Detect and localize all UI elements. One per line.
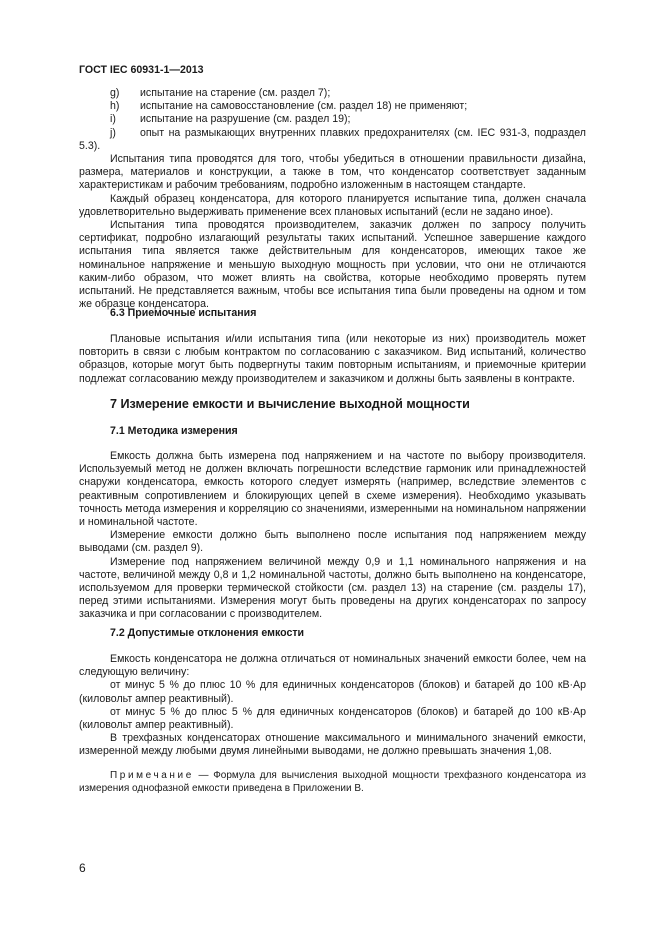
list-item: [79, 100, 586, 113]
paragraph: Емкость конденсатора не должна отличаться от номинальных значений емкости более, чем на следующую величину:: [79, 653, 586, 679]
paragraph: Измерение емкости должно быть выполнено после испытания под напряжением между выводами (см. раздел 9).: [79, 529, 586, 555]
list-item: [79, 113, 586, 126]
paragraph: Измерение под напряжением величиной между 0,9 и 1,1 номинального напряжения и на частоте, величиной между 0,8 и 1,2 номинальной частоты, должно быть выполнено на конденсаторе, используемом для проверки термической стойкости (см. раздел 13) на старение (см. разделы 17), перед этими испытаниями. Измерения могут быть проведены на других конденсаторах по запросу заказчика и при согласовании с производителем.: [79, 555, 586, 621]
measurement-method-text: [79, 450, 586, 622]
list-item-text: опыт на размыкающих внутренних плавких предохранителях (см. IEC 931-3, подраздел 5.3).: [79, 126, 586, 152]
acceptance-tests-text: [79, 333, 586, 386]
note-text: — Формула для вычисления выходной мощности трехфазного конденсатора из измерения однофазной емкости приведена в Приложении В.: [79, 770, 586, 794]
section-heading-6-3: 6.3 Приемочные испытания: [110, 307, 257, 319]
list-item-label: i): [110, 113, 116, 126]
paragraph: Емкость должна быть измерена под напряжением и на частоте по выбору производителя. Используемый метод не должен включать погрешности вследствие гармоник или принадлежностей снаружи конденсатора, емкость которого следует измерять (например, вследствие элементов с реактивным сопротивлением и блокирующих цепей в схеме измерения). Необходимо указывать точность метода измерения и корреляцию со значениями, измеренными на номинальном напряжении и номинальной частоте.: [79, 450, 586, 529]
paragraph: Испытания типа проводятся для того, чтобы убедиться в отношении правильности дизайна, размера, материалов и конструкции, а также в том, что конденсатор соответствует заданным характеристикам и рабочим требованиям, подробно изложенным в настоящем стандарте.: [79, 153, 586, 192]
paragraph: от минус 5 % до плюс 5 % для единичных конденсаторов (блоков) и батарей до 100 кВ·Ар (киловольт ампер реактивный).: [79, 705, 586, 732]
list-item-label: h): [110, 100, 120, 113]
section-heading-7: 7 Измерение емкости и вычисление выходной мощности: [110, 397, 470, 411]
list-item-text: испытание на самовосстановление (см. раздел 18) не применяют;: [140, 100, 468, 113]
paragraph: Плановые испытания и/или испытания типа (или некоторые из них) производитель может повторить в связи с любым контрактом по согласованию с заказчиком. Вид испытаний, количество образцов, которые могут быть подвергнуты таким повторным испытаниям, и приемочные критерии подлежат согласованию между производителем и заказчиком и должны быть заявлены в контракте.: [79, 333, 586, 385]
list-item-label: j): [110, 126, 116, 139]
section-heading-7-1: 7.1 Методика измерения: [110, 425, 238, 437]
list-item: [79, 127, 586, 153]
list-item-text: испытание на старение (см. раздел 7);: [140, 87, 331, 99]
test-list: [79, 87, 586, 153]
list-item-text: испытание на разрушение (см. раздел 19);: [140, 113, 351, 126]
list-item: [79, 87, 586, 100]
section-heading-7-2: 7.2 Допустимые отклонения емкости: [110, 627, 305, 639]
page-number: 6: [79, 861, 86, 875]
paragraph: Испытания типа проводятся производителем, заказчик должен по запросу получить сертификат, подробно излагающий результаты таких испытаний. Успешное завершение каждого испытания типа является также действительным для конденсаторов, имеющих такое же номинальное напряжение и меньшую выходную мощность при условии, что они не отличаются каким-либо образом, что может влиять на свойства, которые необходимо проверять путем испытаний. Не представляется важным, чтобы все испытания типа были проведены на одном и том же образце конденсатора.: [79, 219, 586, 311]
note-label: Примечание: [110, 770, 194, 781]
note: [79, 769, 586, 795]
type-tests-text: [79, 153, 586, 311]
capacitance-tolerance-text: [79, 653, 586, 759]
paragraph: от минус 5 % до плюс 10 % для единичных конденсаторов (блоков) и батарей до 100 кВ·Ар (киловольт ампер реактивный).: [79, 679, 586, 705]
list-item-label: g): [110, 87, 120, 99]
standard-header: ГОСТ IEC 60931-1—2013: [79, 64, 204, 76]
paragraph: В трехфазных конденсаторах отношение максимального и минимального значений емкости, измеренной между любыми двумя линейными выводами, не должно превышать значения 1,08.: [79, 732, 586, 758]
paragraph: Каждый образец конденсатора, для которого планируется испытание типа, должен сначала удовлетворительно выдерживать применение всех плановых испытаний (если не задано иное).: [79, 192, 586, 218]
